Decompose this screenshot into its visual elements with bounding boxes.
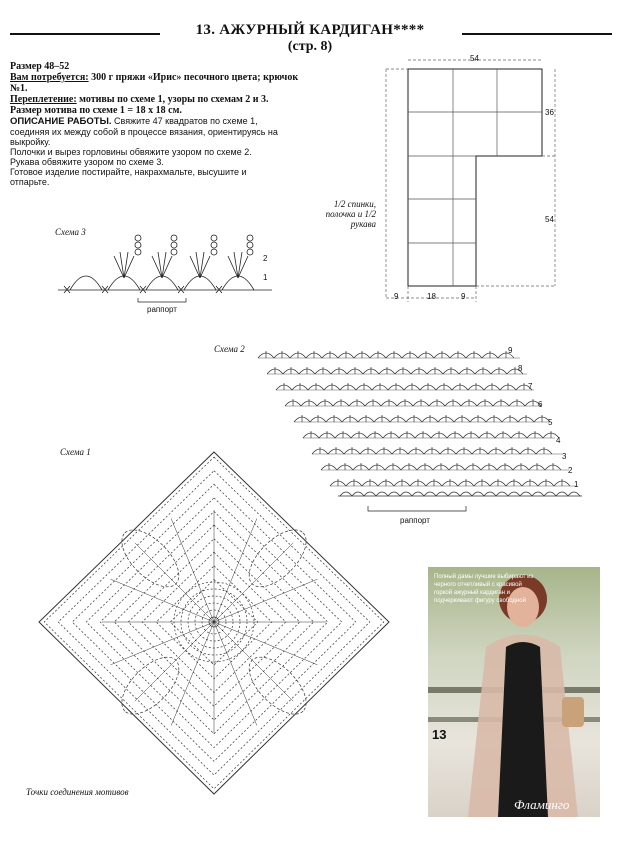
pattern-caption: 1/2 спинки, полочка и 1/2 рукава [325, 199, 376, 229]
pattern-width-top: 54 [470, 54, 479, 63]
photo-logo: Фламинго [514, 797, 570, 812]
photo-caption: Полный дамы лучшие выбирают из черного отчетливый с красивой горкой ажурный кардиган и подчеркивают фигуру свободной [434, 574, 534, 604]
page-reference: (стр. 8) [287, 39, 333, 54]
spec-size: Размер 48–52 [10, 61, 70, 72]
schema1-label: Схема 1 [60, 447, 91, 457]
spec-materials: Вам потребуется: 300 г пряжи «Ирис» песочного цвета; крючок №1. [10, 72, 299, 94]
schema2-row-9: 9 [508, 346, 513, 355]
description-p3: Готовое изделие постирайте, накрахмальте, высушите и отпарьте. [10, 167, 247, 187]
title-rule-left [10, 33, 160, 35]
schema3-repeat: раппорт [147, 305, 177, 314]
schema2-row-3: 3 [562, 452, 567, 461]
spec-motif-size: Размер мотива по схеме 1 = 18 х 18 см. [10, 105, 182, 116]
spec-block [10, 61, 310, 116]
schema2-row-1: 1 [574, 480, 579, 489]
schema1-joining-label: Точки соединения мотивов [26, 787, 129, 797]
description-heading: ОПИСАНИЕ РАБОТЫ. [10, 116, 112, 127]
schema3-row-2: 2 [263, 254, 268, 263]
pattern-side-upper: 36 [545, 108, 554, 117]
work-description [10, 116, 280, 187]
pattern-bottom-right: 9 [461, 292, 466, 301]
spec-gauge: Переплетение: мотивы по схеме 1, узоры по схемам 2 и 3. [10, 94, 269, 105]
pattern-bottom-mid: 18 [427, 292, 436, 301]
schema2-row-7: 7 [528, 382, 533, 391]
schema2-row-8: 8 [518, 364, 523, 373]
pattern-outline [408, 69, 542, 286]
page-title: 13. АЖУРНЫЙ КАРДИГАН**** [195, 22, 425, 38]
schema3-label: Схема 3 [55, 227, 86, 237]
schema3-row-1: 1 [263, 273, 268, 282]
schema2-row-6: 6 [538, 400, 543, 409]
title-rule-right [462, 33, 612, 35]
schema2-row-4: 4 [556, 436, 561, 445]
photo-number: 13 [432, 727, 447, 742]
schema2-row-2: 2 [568, 466, 573, 475]
schema2-label: Схема 2 [214, 344, 245, 354]
schema2-row-5: 5 [548, 418, 553, 427]
schema2-repeat: раппорт [400, 516, 430, 525]
description-p2: Полочки и вырез горловины обвяжите узором по схеме 2. Рукава обвяжите узором по схеме 3. [10, 147, 252, 167]
model-photo [428, 567, 600, 817]
pattern-side-lower: 54 [545, 215, 554, 224]
pattern-bottom-left: 9 [394, 292, 399, 301]
description-p1: Свяжите 47 квадратов по схеме 1, соединяя их между собой в процессе вязания, ориентируясь на выкройку. [10, 116, 278, 147]
